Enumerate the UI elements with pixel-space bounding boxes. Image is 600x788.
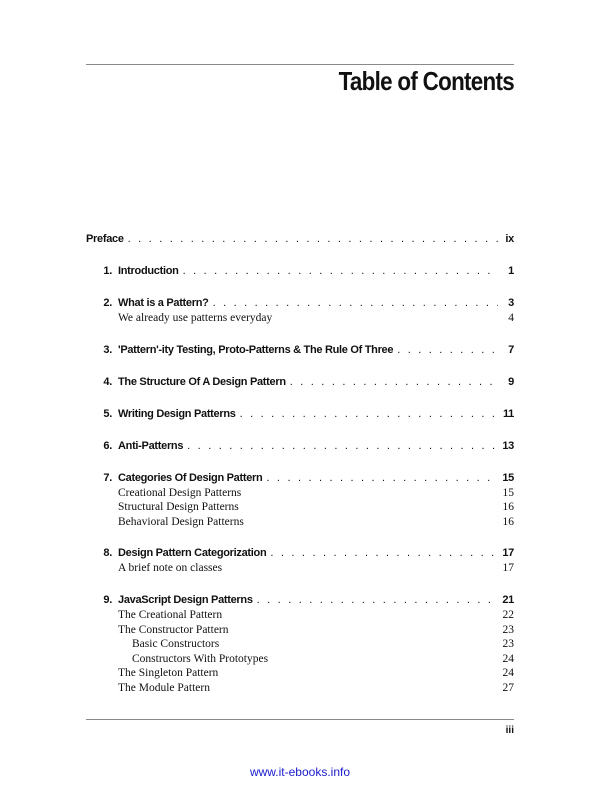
toc-preface[interactable] <box>86 231 514 247</box>
dot-leader <box>128 231 498 247</box>
toc-preface-page: ix <box>505 233 514 245</box>
toc-chapter-number: 5. <box>103 407 112 420</box>
toc-chapter[interactable] <box>86 342 514 358</box>
toc-chapter[interactable] <box>86 263 514 279</box>
toc-chapter-label: Introduction <box>118 265 179 277</box>
toc-chapter-page: 11 <box>502 407 514 420</box>
toc-chapter-number: 2. <box>103 297 112 309</box>
toc-section-label: Behavioral Design Patterns <box>118 515 244 528</box>
toc-chapter-page: 1 <box>508 265 514 277</box>
toc-chapter-number: 7. <box>103 471 112 484</box>
toc-chapter-label: 'Pattern'-ity Testing, Proto-Patterns & The Rule Of Three <box>118 343 394 356</box>
toc-preface-label: Preface <box>86 233 124 245</box>
toc-section-page: 17 <box>502 562 514 575</box>
toc-spacer <box>86 529 514 545</box>
toc-section-label: The Creational Pattern <box>118 608 223 621</box>
toc-spacer <box>86 279 514 295</box>
toc-section-page: 23 <box>502 623 514 636</box>
toc-section[interactable] <box>86 637 514 652</box>
toc-chapter-page: 17 <box>502 547 514 560</box>
toc-chapter-label: Categories Of Design Pattern <box>118 471 263 484</box>
toc-chapter[interactable] <box>86 406 514 422</box>
toc-section-page: 22 <box>502 608 514 621</box>
page-title: Table of Contents <box>338 66 514 96</box>
toc-section[interactable] <box>86 561 514 576</box>
toc-section-label: Constructors With Prototypes <box>132 652 269 665</box>
toc-spacer <box>86 358 514 374</box>
top-rule <box>86 64 514 65</box>
toc-chapter-label: JavaScript Design Patterns <box>118 593 253 606</box>
toc-spacer <box>86 326 514 342</box>
dot-leader <box>183 263 498 279</box>
toc-section[interactable] <box>86 486 514 501</box>
dot-leader <box>290 374 498 390</box>
toc-chapter-label: Writing Design Patterns <box>118 407 236 420</box>
toc-chapter-page: 3 <box>508 297 514 309</box>
toc-section-label: A brief note on classes <box>118 562 223 575</box>
table-of-contents <box>86 231 514 696</box>
footer-link[interactable]: www.it-ebooks.info <box>249 765 351 779</box>
toc-chapter[interactable] <box>86 438 514 454</box>
toc-chapter[interactable] <box>86 592 514 608</box>
toc-section[interactable] <box>86 666 514 681</box>
toc-chapter-number: 4. <box>103 375 112 388</box>
toc-chapter-label: What is a Pattern? <box>118 297 209 309</box>
toc-chapter-number: 6. <box>103 439 112 452</box>
toc-section[interactable] <box>86 623 514 638</box>
toc-section-page: 24 <box>502 667 514 680</box>
toc-section[interactable] <box>86 515 514 530</box>
dot-leader <box>240 406 498 422</box>
toc-section[interactable] <box>86 500 514 515</box>
toc-chapter-number: 3. <box>103 343 112 356</box>
toc-section-page: 16 <box>502 515 514 528</box>
toc-spacer <box>86 422 514 438</box>
toc-chapter-number: 1. <box>103 265 112 277</box>
toc-chapter-label: Anti-Patterns <box>118 439 184 452</box>
toc-section-page: 4 <box>508 312 514 324</box>
dot-leader <box>213 295 498 311</box>
toc-chapter-page: 13 <box>502 439 514 452</box>
dot-leader <box>257 592 498 608</box>
toc-section-label: The Module Pattern <box>118 681 210 694</box>
dot-leader <box>266 470 498 486</box>
toc-chapter-number: 9. <box>103 593 112 606</box>
toc-section-label: Creational Design Patterns <box>118 486 242 499</box>
toc-chapter[interactable] <box>86 545 514 561</box>
toc-section[interactable] <box>86 608 514 623</box>
page-number: iii <box>505 725 514 736</box>
dot-leader <box>187 438 498 454</box>
toc-section[interactable] <box>86 681 514 696</box>
toc-section-page: 15 <box>502 486 514 499</box>
toc-chapter[interactable] <box>86 295 514 311</box>
toc-spacer <box>86 390 514 406</box>
toc-section-label: The Constructor Pattern <box>118 623 229 636</box>
toc-section-label: We already use patterns everyday <box>118 312 273 324</box>
toc-section-page: 16 <box>502 501 514 514</box>
toc-chapter-label: The Structure Of A Design Pattern <box>118 375 286 388</box>
toc-chapter-page: 9 <box>508 375 514 388</box>
bottom-rule <box>86 719 514 720</box>
toc-chapter-label: Design Pattern Categorization <box>118 547 267 560</box>
toc-section-page: 24 <box>502 652 514 665</box>
toc-spacer <box>86 454 514 470</box>
toc-spacer <box>86 247 514 263</box>
toc-section-label: Basic Constructors <box>132 638 220 651</box>
toc-chapter-page: 15 <box>502 471 514 484</box>
toc-spacer <box>86 576 514 592</box>
toc-section[interactable] <box>86 652 514 667</box>
toc-section-page: 27 <box>502 681 514 694</box>
toc-chapter[interactable] <box>86 374 514 390</box>
toc-chapter-page: 7 <box>508 343 514 356</box>
toc-section-page: 23 <box>502 638 514 651</box>
toc-section-label: Structural Design Patterns <box>118 501 239 514</box>
toc-section-label: The Singleton Pattern <box>118 667 219 680</box>
dot-leader <box>397 342 498 358</box>
toc-chapter-number: 8. <box>103 547 112 560</box>
toc-chapter[interactable] <box>86 470 514 486</box>
toc-chapter-page: 21 <box>502 593 514 606</box>
toc-section[interactable] <box>86 311 514 326</box>
dot-leader <box>270 545 498 561</box>
